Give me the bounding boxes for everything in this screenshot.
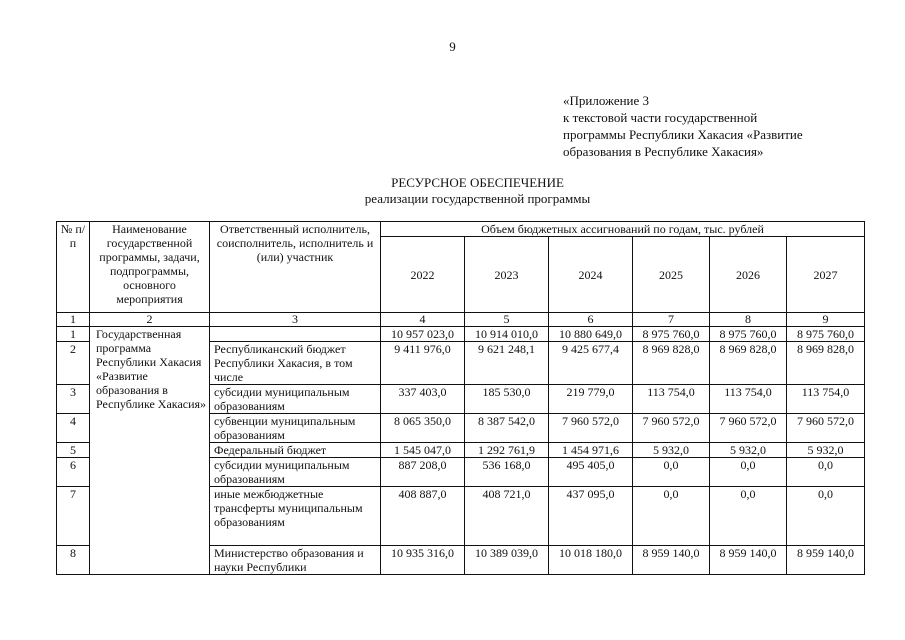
row-number: 3 <box>57 385 90 414</box>
value-cell: 8 969 828,0 <box>633 342 710 385</box>
value-cell: 10 957 023,0 <box>381 327 465 342</box>
value-cell: 887 208,0 <box>381 458 465 487</box>
value-cell: 0,0 <box>633 458 710 487</box>
value-cell: 1 454 971,6 <box>549 443 633 458</box>
column-number: 5 <box>465 313 549 327</box>
column-number: 8 <box>710 313 787 327</box>
row-number: 6 <box>57 458 90 487</box>
row-description: Министерство образования и науки Республики <box>210 546 381 575</box>
row-description: субвенции муниципальным образованиям <box>210 414 381 443</box>
header-year: 2026 <box>710 237 787 313</box>
value-cell: 437 095,0 <box>549 487 633 546</box>
row-number: 1 <box>57 327 90 342</box>
header-year: 2022 <box>381 237 465 313</box>
header-budget: Объем бюджетных ассигнований по годам, тыс. рублей <box>381 222 865 237</box>
row-description: субсидии муниципальным образованиям <box>210 458 381 487</box>
value-cell: 113 754,0 <box>710 385 787 414</box>
value-cell: 185 530,0 <box>465 385 549 414</box>
value-cell: 8 975 760,0 <box>787 327 865 342</box>
value-cell: 0,0 <box>787 487 865 546</box>
value-cell: 113 754,0 <box>787 385 865 414</box>
value-cell: 113 754,0 <box>633 385 710 414</box>
row-description: субсидии муниципальным образованиям <box>210 385 381 414</box>
header-year: 2025 <box>633 237 710 313</box>
column-number: 1 <box>57 313 90 327</box>
value-cell: 219 779,0 <box>549 385 633 414</box>
program-name: Государственная программа Республики Хакасия «Развитие образования в Республике Хакасия» <box>90 327 210 443</box>
header-name: Наименование государственной программы, задачи, подпрограммы, основного мероприятия <box>90 222 210 313</box>
value-cell: 8 969 828,0 <box>787 342 865 385</box>
value-cell: 8 959 140,0 <box>787 546 865 575</box>
appendix-line: образования в Республике Хакасия» <box>563 144 764 159</box>
table-row <box>57 327 865 342</box>
value-cell: 5 932,0 <box>787 443 865 458</box>
row-description: Республиканский бюджет Республики Хакасия, в том числе <box>210 342 381 385</box>
appendix-line: «Приложение 3 <box>563 93 650 108</box>
column-number: 7 <box>633 313 710 327</box>
value-cell: 8 969 828,0 <box>710 342 787 385</box>
value-cell: 1 545 047,0 <box>381 443 465 458</box>
row-number: 7 <box>57 487 90 546</box>
column-number-row <box>57 313 865 327</box>
resource-table <box>56 221 865 575</box>
value-cell: 0,0 <box>710 487 787 546</box>
table-row <box>57 443 865 458</box>
column-number: 4 <box>381 313 465 327</box>
header-year: 2024 <box>549 237 633 313</box>
resource-table-wrapper <box>56 221 865 575</box>
value-cell: 8 975 760,0 <box>710 327 787 342</box>
row-description: Федеральный бюджет <box>210 443 381 458</box>
value-cell: 10 880 649,0 <box>549 327 633 342</box>
column-number: 6 <box>549 313 633 327</box>
column-number: 3 <box>210 313 381 327</box>
document-title <box>0 175 905 207</box>
title-line-1: РЕСУРСНОЕ ОБЕСПЕЧЕНИЕ <box>391 175 564 190</box>
value-cell: 9 425 677,4 <box>549 342 633 385</box>
row-description <box>210 327 381 342</box>
value-cell: 10 389 039,0 <box>465 546 549 575</box>
row-number: 2 <box>57 342 90 385</box>
header-year: 2027 <box>787 237 865 313</box>
header-executor: Ответственный исполнитель, соисполнитель, исполнитель и (или) участник <box>210 222 381 313</box>
row-number: 5 <box>57 443 90 458</box>
row-number: 8 <box>57 546 90 575</box>
appendix-line: к текстовой части государственной <box>563 110 758 125</box>
value-cell: 8 387 542,0 <box>465 414 549 443</box>
row-description: иные межбюджетные трансферты муниципальным образованиям <box>210 487 381 546</box>
value-cell: 495 405,0 <box>549 458 633 487</box>
value-cell: 7 960 572,0 <box>549 414 633 443</box>
value-cell: 0,0 <box>633 487 710 546</box>
column-number: 9 <box>787 313 865 327</box>
header-num: № п/п <box>57 222 90 313</box>
program-name-continued <box>90 443 210 575</box>
value-cell: 5 932,0 <box>710 443 787 458</box>
value-cell: 8 959 140,0 <box>633 546 710 575</box>
value-cell: 7 960 572,0 <box>710 414 787 443</box>
value-cell: 8 975 760,0 <box>633 327 710 342</box>
value-cell: 9 411 976,0 <box>381 342 465 385</box>
value-cell: 5 932,0 <box>633 443 710 458</box>
value-cell: 7 960 572,0 <box>787 414 865 443</box>
value-cell: 10 914 010,0 <box>465 327 549 342</box>
value-cell: 408 721,0 <box>465 487 549 546</box>
value-cell: 0,0 <box>787 458 865 487</box>
appendix-note <box>563 92 803 160</box>
column-number: 2 <box>90 313 210 327</box>
header-year: 2023 <box>465 237 549 313</box>
value-cell: 9 621 248,1 <box>465 342 549 385</box>
value-cell: 408 887,0 <box>381 487 465 546</box>
value-cell: 536 168,0 <box>465 458 549 487</box>
value-cell: 10 018 180,0 <box>549 546 633 575</box>
page-number: 9 <box>449 39 456 54</box>
value-cell: 337 403,0 <box>381 385 465 414</box>
row-number: 4 <box>57 414 90 443</box>
appendix-line: программы Республики Хакасия «Развитие <box>563 127 803 142</box>
value-cell: 8 959 140,0 <box>710 546 787 575</box>
value-cell: 10 935 316,0 <box>381 546 465 575</box>
value-cell: 8 065 350,0 <box>381 414 465 443</box>
title-line-2: реализации государственной программы <box>364 191 591 206</box>
value-cell: 0,0 <box>710 458 787 487</box>
value-cell: 1 292 761,9 <box>465 443 549 458</box>
value-cell: 7 960 572,0 <box>633 414 710 443</box>
